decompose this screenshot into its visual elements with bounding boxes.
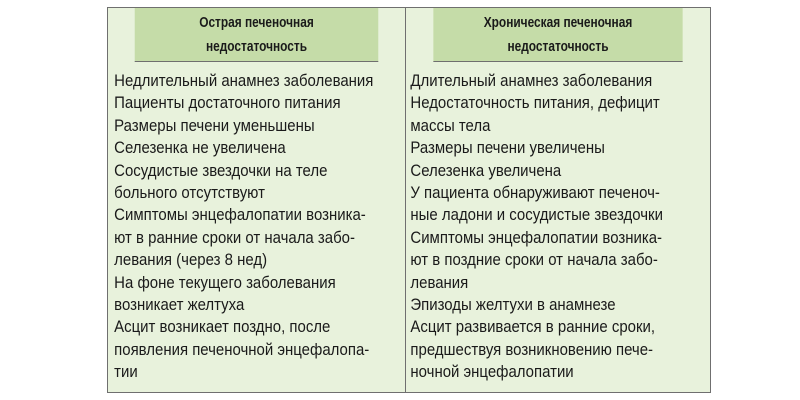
chronic-line: Недостаточность питания, дефицит bbox=[410, 93, 660, 113]
acute-column bbox=[108, 8, 405, 392]
chronic-line: левания bbox=[410, 272, 469, 292]
acute-line: левания (через 8 нед) bbox=[114, 250, 268, 270]
acute-line: Асцит возникает поздно, после bbox=[114, 317, 331, 337]
chronic-line: Эпизоды желтухи в анамнезе bbox=[410, 294, 616, 314]
acute-line: Симптомы энцефалопатии возника- bbox=[114, 205, 366, 225]
chronic-line: Селезенка увеличена bbox=[410, 160, 562, 180]
acute-line: Сосудистые звездочки на теле bbox=[114, 160, 328, 180]
chronic-line: ют в поздние сроки от начала забо- bbox=[410, 250, 658, 270]
chronic-column bbox=[405, 8, 710, 392]
acute-body bbox=[108, 62, 405, 392]
acute-line: На фоне текущего заболевания bbox=[114, 272, 336, 292]
acute-line: ют в ранние сроки от начала забо- bbox=[114, 227, 355, 247]
chronic-line: Размеры печени увеличены bbox=[410, 138, 605, 158]
chronic-line: У пациента обнаруживают печеноч- bbox=[410, 182, 660, 202]
acute-line: Размеры печени уменьшены bbox=[114, 115, 315, 135]
acute-line: возникает желтуха bbox=[114, 294, 245, 314]
comparison-table bbox=[107, 7, 711, 393]
chronic-header-line: недостаточность bbox=[507, 38, 609, 55]
chronic-body bbox=[406, 62, 710, 392]
chronic-header-line: Хроническая печеночная bbox=[483, 14, 633, 31]
acute-header-line: недостаточность bbox=[205, 38, 308, 55]
chronic-line: ночной энцефалопатии bbox=[410, 362, 574, 382]
chronic-line: ные ладони и сосудистые звездочки bbox=[410, 205, 663, 225]
acute-line: Селезенка не увеличена bbox=[114, 138, 286, 158]
acute-line: Недлительный анамнез заболевания bbox=[114, 71, 374, 90]
acute-header-line: Острая печеночная bbox=[199, 14, 314, 31]
acute-header bbox=[135, 8, 379, 62]
acute-line: Пациенты достаточного питания bbox=[114, 93, 341, 113]
chronic-line: Асцит развивается в ранние сроки, bbox=[410, 317, 656, 337]
chronic-header bbox=[433, 8, 682, 62]
acute-line: появления печеночной энцефалопа- bbox=[114, 339, 370, 359]
acute-line: тии bbox=[114, 362, 138, 382]
acute-line: больного отсутствуют bbox=[114, 182, 265, 202]
chronic-line: Длительный анамнез заболевания bbox=[410, 71, 653, 90]
chronic-line: массы тела bbox=[410, 115, 491, 135]
chronic-line: предшествуя возникновению пече- bbox=[410, 339, 654, 359]
chronic-line: Симптомы энцефалопатии возника- bbox=[410, 227, 663, 247]
